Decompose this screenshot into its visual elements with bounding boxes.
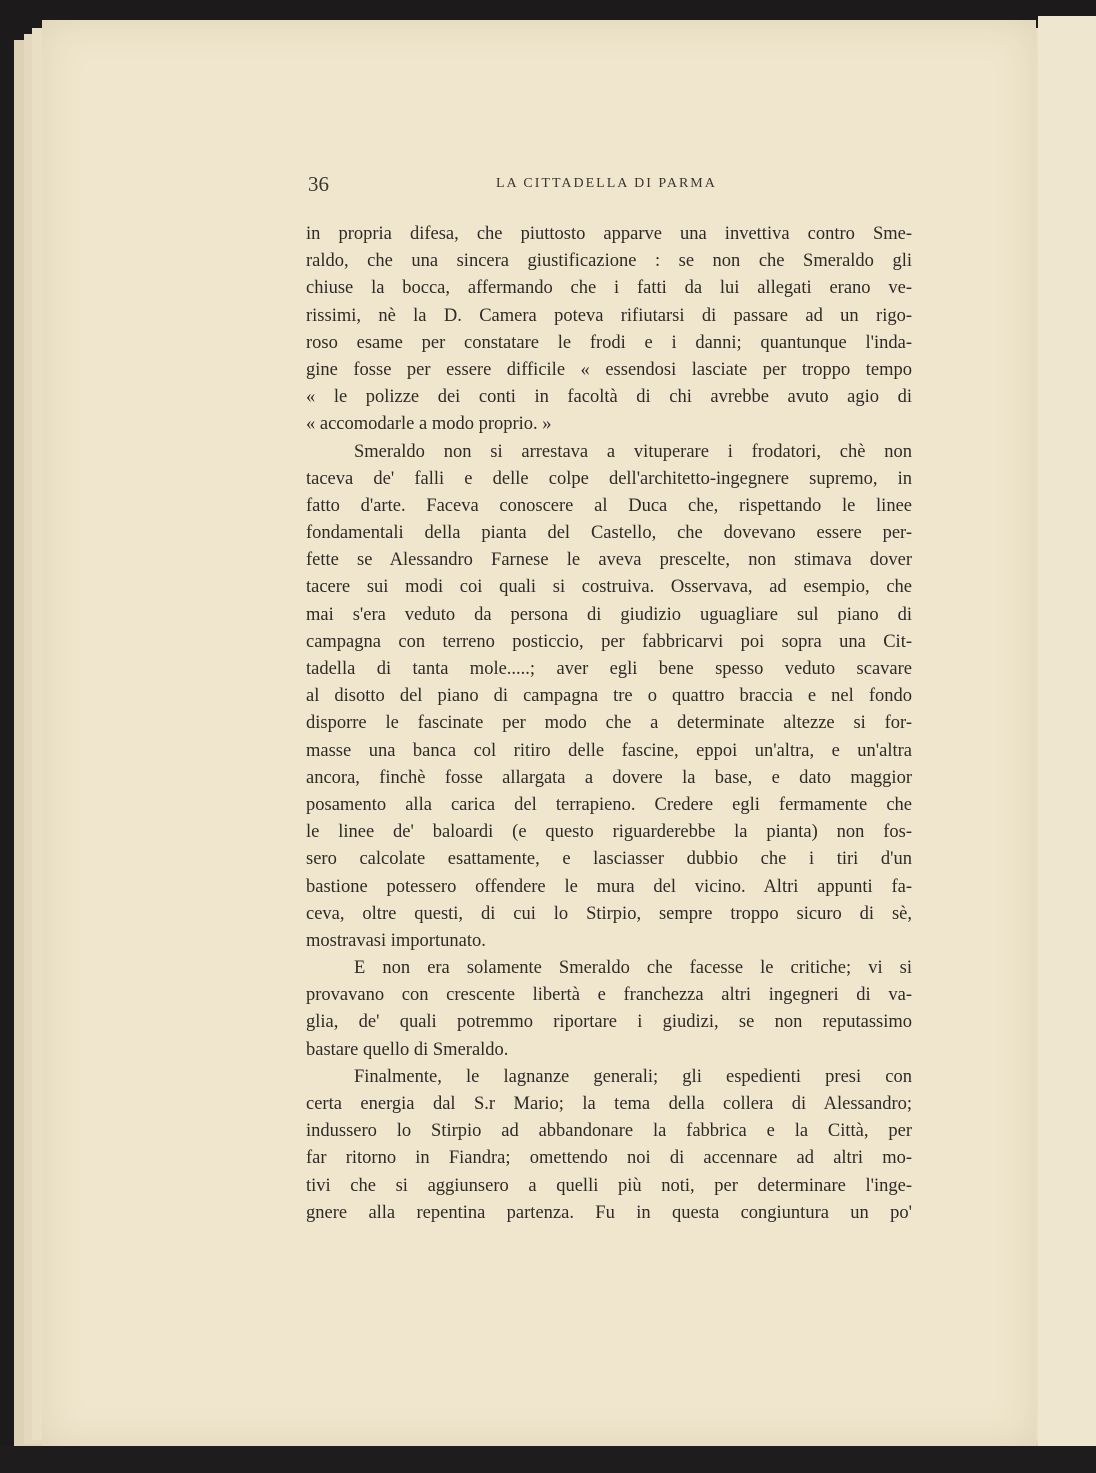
- text-line: certa energia dal S.r Mario; la tema della collera di Alessandro;: [306, 1094, 912, 1114]
- text-line: le linee de' baloardi (e questo riguarderebbe la pianta) non fos-: [306, 822, 912, 843]
- text-line: gnere alla repentina partenza. Fu in questa congiuntura un po': [306, 1202, 912, 1223]
- text-line: ancora, finchè fosse allargata a dovere la base, e dato maggior: [306, 767, 912, 788]
- text-line: gine fosse per essere difficile « essendosi lasciate per troppo tempo: [306, 359, 912, 380]
- text-line: E non era solamente Smeraldo che facesse le critiche; vi si: [354, 958, 912, 979]
- text-line: Smeraldo non si arrestava a vituperare i frodatori, chè non: [354, 441, 912, 462]
- text-line: provavano con crescente libertà e franchezza altri ingegneri di va-: [306, 985, 912, 1006]
- text-line: rissimi, nè la D. Camera poteva rifiutarsi di passare ad un rigo-: [306, 305, 912, 326]
- facing-page-edge: [1038, 16, 1096, 1456]
- text-line: disporre le fascinate per modo che a determinate altezze si for-: [306, 713, 912, 734]
- text-line: tacere sui modi coi quali si costruiva. Osservava, ad esempio, che: [306, 577, 912, 598]
- text-line: tadella di tanta mole.....; aver egli bene spesso veduto scavare: [306, 659, 912, 679]
- text-line: posamento alla carica del terrapieno. Credere egli fermamente che: [306, 794, 912, 815]
- scan-border: [0, 1446, 1096, 1473]
- text-line: roso esame per constatare le frodi e i danni; quantunque l'inda-: [306, 332, 912, 353]
- page-number: 36: [308, 172, 329, 196]
- text-line: indussero lo Stirpio ad abbandonare la fabbrica e la Città, per: [306, 1121, 912, 1142]
- text-line: far ritorno in Fiandra; omettendo noi di accennare ad altri mo-: [306, 1148, 912, 1169]
- text-line: fondamentali della pianta del Castello, che dovevano essere per-: [306, 523, 912, 544]
- text-line: glia, de' quali potremmo riportare i giudizi, se non reputassimo: [306, 1012, 912, 1033]
- text-line: al disotto del piano di campagna tre o quattro braccia e nel fondo: [306, 686, 912, 707]
- text-line: campagna con terreno posticcio, per fabbricarvi poi sopra una Cit-: [306, 631, 912, 652]
- running-title: LA CITTADELLA DI PARMA: [496, 176, 717, 191]
- text-line: « accomodarle a modo proprio. »: [306, 414, 552, 435]
- text-line: fette se Alessandro Farnese le aveva prescelte, non stimava dover: [306, 550, 912, 571]
- text-line: sero calcolate esattamente, e lasciasser dubbio che i tiri d'un: [306, 849, 912, 870]
- text-line: mai s'era veduto da persona di giudizio uguagliare sul piano di: [306, 604, 912, 625]
- text-line: fatto d'arte. Faceva conoscere al Duca che, rispettando le linee: [306, 495, 912, 516]
- text-line: mostravasi importunato.: [306, 930, 486, 951]
- text-line: ceva, oltre questi, di cui lo Stirpio, sempre troppo sicuro di sè,: [306, 903, 912, 924]
- text-line: chiuse la bocca, affermando che i fatti da lui allegati erano ve-: [306, 278, 912, 299]
- text-line: raldo, che una sincera giustificazione : se non che Smeraldo gli: [306, 251, 912, 272]
- text-line: Finalmente, le lagnanze generali; gli espedienti presi con: [354, 1066, 912, 1087]
- text-line: tivi che si aggiunsero a quelli più noti, per determinare l'inge-: [306, 1175, 912, 1196]
- body-text: [306, 221, 912, 1227]
- text-line: bastare quello di Smeraldo.: [306, 1039, 509, 1060]
- text-line: in propria difesa, che piuttosto apparve una invettiva contro Sme-: [306, 224, 912, 244]
- text-line: masse una banca col ritiro delle fascine, eppoi un'altra, e un'altra: [306, 740, 912, 761]
- text-line: « le polizze dei conti in facoltà di chi avrebbe avuto agio di: [306, 387, 912, 408]
- text-line: bastione potessero offendere le mura del vicino. Altri appunti fa-: [306, 876, 912, 897]
- page-header: [308, 172, 912, 196]
- text-line: taceva de' falli e delle colpe dell'architetto-ingegnere supremo, in: [306, 468, 912, 489]
